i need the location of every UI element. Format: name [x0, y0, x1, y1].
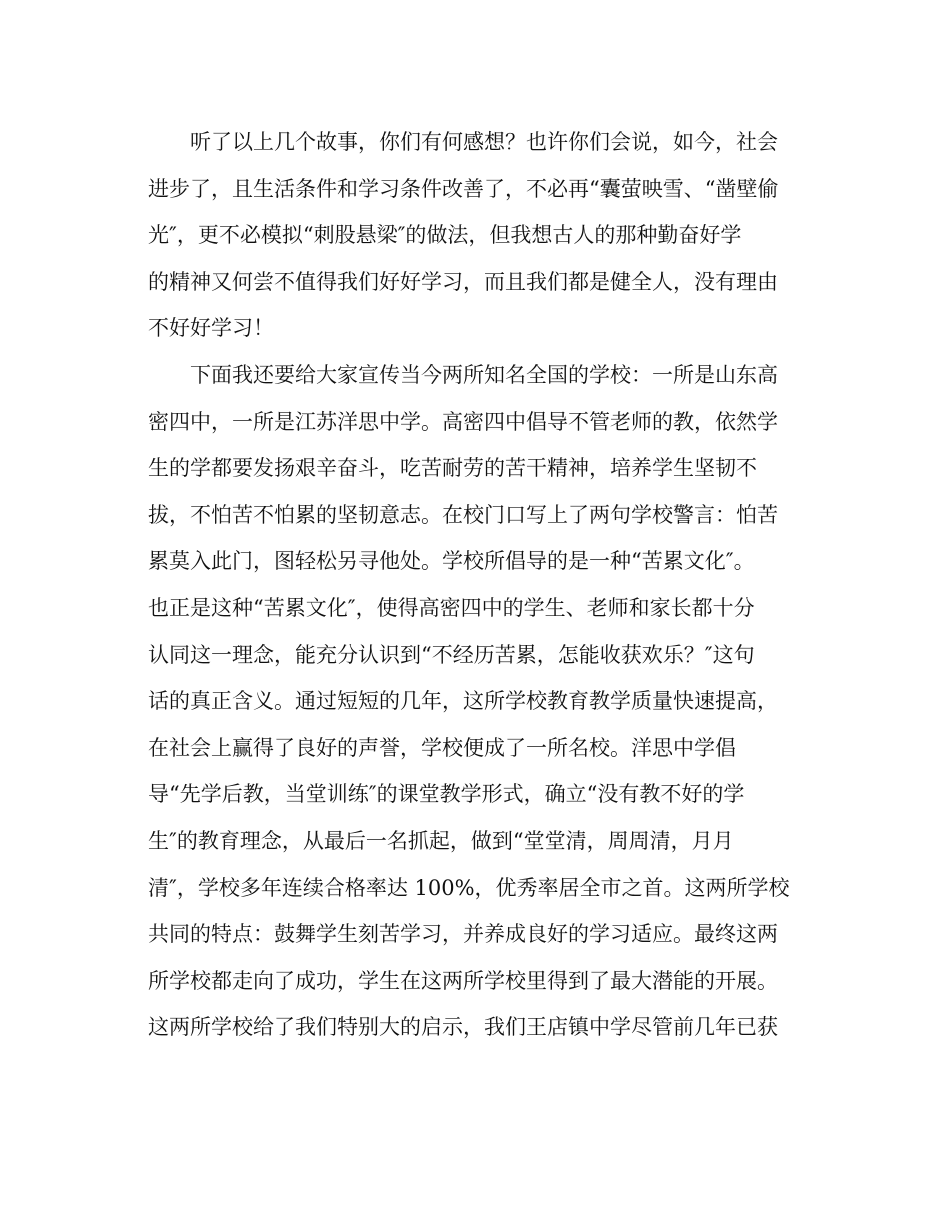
document-body — [148, 123, 808, 1055]
paragraph-2-line-13: 共同的特点：鼓舞学生刻苦学习，并养成良好的学习适应。最终这两 — [148, 922, 778, 947]
paragraph-2-line-14: 所学校都走向了成功，学生在这两所学校里得到了最大潜能的开展。 — [148, 968, 778, 993]
paragraph-2-line-3: 生的学都要发扬艰辛奋斗，吃苦耐劳的苦干精神，培养学生坚韧不 — [148, 456, 757, 481]
paragraph-2-line-11: 生″的教育理念，从最后一名抓起，做到“堂堂清，周周清，月月 — [148, 828, 734, 853]
paragraph-2-line-8: 话的真正含义。通过短短的几年，这所学校教育教学质量快速提高， — [148, 689, 778, 714]
paragraph-1-line-1: 听了以上几个故事，你们有何感想？也许你们会说，如今，社会 — [190, 130, 778, 154]
paragraph-2-line-4: 拔，不怕苦不怕累的坚韧意志。在校门口写上了两句学校警言：怕苦 — [148, 502, 778, 527]
paragraph-2-line-1: 下面我还要给大家宣传当今两所知名全国的学校：一所是山东高 — [190, 362, 778, 387]
paragraph-2-line-10: 导“先学后教，当堂训练″的课堂教学形式，确立“没有教不好的学 — [148, 782, 745, 807]
paragraph-1-line-4: 的精神又何尝不值得我们好好学习，而且我们都是健全人，没有理由 — [148, 269, 778, 294]
paragraph-2-line-2: 密四中，一所是江苏洋思中学。高密四中倡导不管老师的教，依然学 — [148, 409, 778, 434]
paragraph-1-line-2: 进步了，且生活条件和学习条件改善了，不必再“囊萤映雪、“凿壁偷 — [148, 176, 779, 201]
paragraph-2-line-5: 累莫入此门，图轻松另寻他处。学校所倡导的是一种“苦累文化″。 — [148, 549, 755, 574]
paragraph-2-line-15: 这两所学校给了我们特别大的启示，我们王店镇中学尽管前几年已获 — [148, 1015, 778, 1040]
paragraph-2-line-6: 也正是这种“苦累文化″，使得高密四中的学生、老师和家长都十分 — [148, 595, 755, 620]
paragraph-1-line-3: 光″，更不必模拟“刺股悬梁″的做法，但我想古人的那种勤奋好学 — [148, 223, 742, 248]
paragraph-2-line-7: 认同这一理念，能充分认识到“不经历苦累，怎能收获欢乐？″这句 — [148, 642, 755, 667]
paragraph-2-line-9: 在社会上赢得了良好的声誉，学校便成了一所名校。洋思中学倡 — [148, 735, 736, 760]
paragraph-2-line-12: 清″，学校多年连续合格率达 100%，优秀率居全市之首。这两所学校 — [148, 875, 790, 900]
paragraph-1-line-5: 不好好学习！ — [148, 316, 274, 341]
